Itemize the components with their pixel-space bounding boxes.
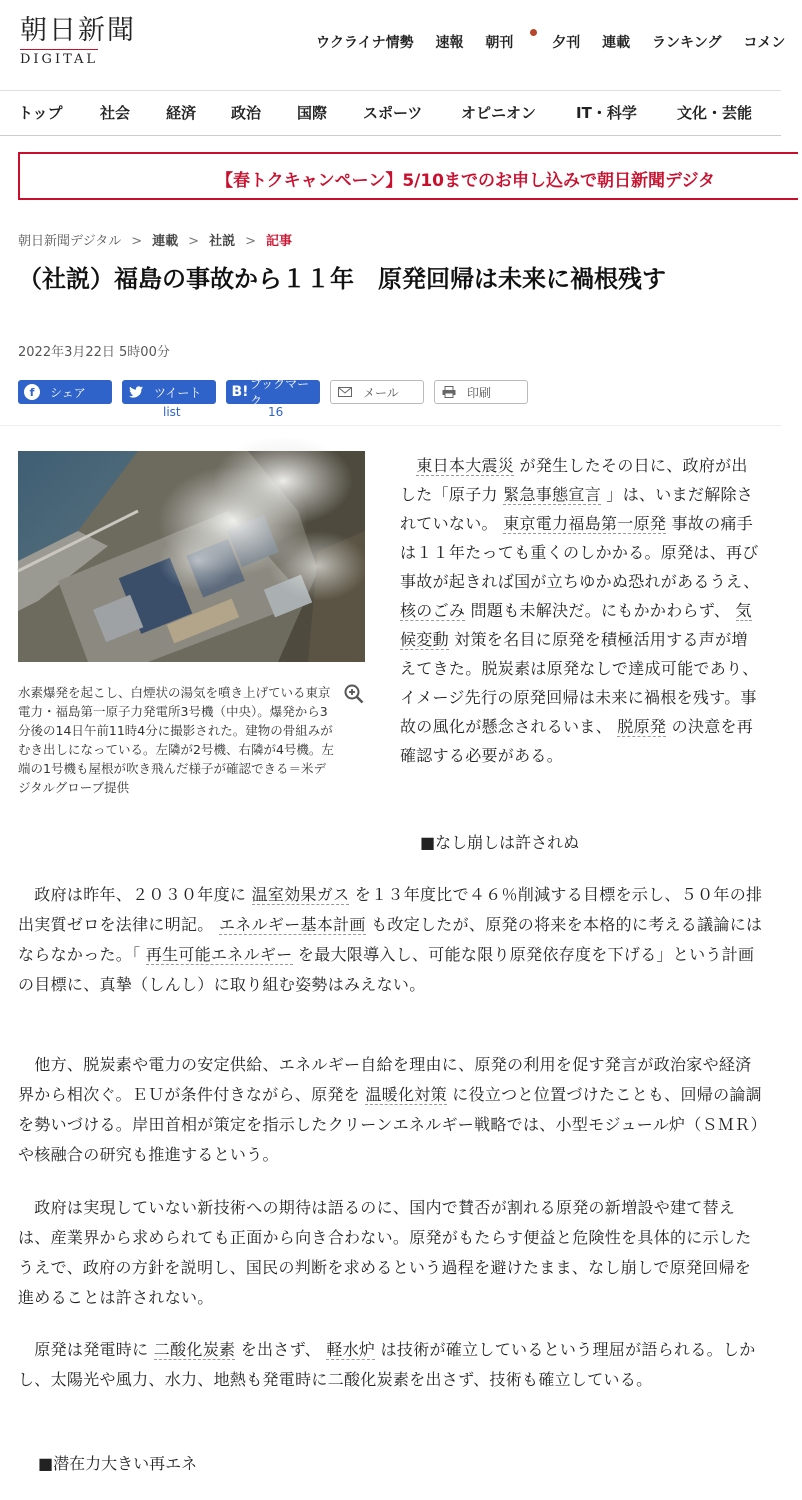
keyword-link-climate-change[interactable]: 気候変動 bbox=[400, 601, 752, 649]
category-sports[interactable]: スポーツ bbox=[363, 104, 423, 122]
subheading-1: ■なし崩しは許されぬ bbox=[420, 833, 580, 852]
facebook-share-label: シェア bbox=[50, 385, 86, 400]
keyword-link-emergency[interactable]: 緊急事態宣言 bbox=[503, 485, 602, 504]
category-top[interactable]: トップ bbox=[18, 104, 63, 122]
divider bbox=[0, 425, 781, 426]
hatena-bookmark-label: ブックマーク bbox=[250, 377, 310, 408]
campaign-banner[interactable] bbox=[18, 152, 798, 200]
article-paragraph-2 bbox=[18, 880, 763, 1000]
top-nav-ranking[interactable]: ランキング bbox=[651, 35, 722, 51]
top-nav-breaking[interactable]: 速報 bbox=[435, 35, 464, 51]
text-span: は技術が確立しているという理屈が語られる。しかし、太陽光や風力、水力、地熱も発電時に二酸化炭素を出さず、技術も確立している。 bbox=[18, 1340, 756, 1389]
hatena-count[interactable]: 16 bbox=[268, 405, 284, 419]
text-span: の決意を再確認する必要がある。 bbox=[400, 717, 754, 765]
top-nav-morning[interactable] bbox=[485, 35, 530, 51]
keyword-link-warming-measures[interactable]: 温暖化対策 bbox=[365, 1085, 447, 1104]
category-politics[interactable]: 政治 bbox=[231, 104, 262, 122]
print-button[interactable] bbox=[434, 380, 528, 404]
article-paragraph-5 bbox=[18, 1335, 763, 1395]
top-nav-series[interactable]: 連載 bbox=[602, 35, 631, 51]
twitter-share-label: ツイート bbox=[154, 385, 202, 400]
category-opinion[interactable]: オピニオン bbox=[461, 104, 537, 122]
article-photo[interactable] bbox=[18, 451, 365, 662]
article-paragraph-3 bbox=[18, 1050, 763, 1170]
twitter-count[interactable]: list bbox=[163, 405, 181, 419]
subheading-2: ■潜在力大きい再エネ bbox=[38, 1454, 198, 1473]
category-culture[interactable]: 文化・芸能 bbox=[677, 104, 753, 122]
breadcrumb-current: 記事 bbox=[265, 234, 292, 249]
keyword-link-denuclearization[interactable]: 脱原発 bbox=[617, 717, 667, 736]
text-span: 事故の痛手は１１年たっても重くのしかかる。原発は、再び事故が起きれば国が立ちゆかぬ恐れがあるうえ、 bbox=[400, 514, 760, 591]
zoom-icon[interactable] bbox=[344, 684, 364, 704]
campaign-banner-text: 【春トクキャンペーン】5/10までのお申し込みで朝日新聞デジタ bbox=[216, 171, 715, 191]
text-span: を最大限導入し、可能な限り原発依存度を下げる」という計画の目標に、真摯（しんし）に取り組む姿勢はみえない。 bbox=[18, 945, 755, 994]
category-society[interactable]: 社会 bbox=[100, 104, 131, 122]
hatena-b-icon: B! bbox=[231, 384, 249, 400]
twitter-share-button[interactable] bbox=[122, 380, 216, 404]
mail-share-button[interactable] bbox=[330, 380, 424, 404]
top-nav-ukraine[interactable]: ウクライナ情勢 bbox=[316, 35, 414, 51]
text-span: 対策を名目に原発を積極活用する声が増えてきた。脱炭素は原発なしで達成可能であり、イメージ先行の原発回帰は未来に禍根を残す。事故の風化が懸念されるいま、 bbox=[400, 630, 759, 736]
facebook-icon: f bbox=[24, 384, 40, 400]
text-span: を１３年度比で４６％削減する目標を示し、５０年の排出実質ゼロを法律に明記。 bbox=[18, 885, 763, 934]
keyword-link-energy-plan[interactable]: エネルギー基本計画 bbox=[219, 915, 366, 934]
top-nav bbox=[316, 32, 802, 52]
article-title: （社説）福島の事故から１１年 原発回帰は未来に禍根残す bbox=[18, 265, 666, 293]
text-span: も改定したが、原発の将来を本格的に考える議論にはならなかった。「 bbox=[18, 915, 763, 964]
keyword-link-co2[interactable]: 二酸化炭素 bbox=[153, 1340, 236, 1359]
chevron-right-icon: > bbox=[131, 234, 143, 249]
paragraph-indent bbox=[400, 456, 416, 475]
mail-icon bbox=[337, 384, 353, 400]
aerial-reactor-image bbox=[18, 451, 365, 662]
article-paragraph-4: 政府は実現していない新技術への期待は語るのに、国内で賛否が割れる原発の新増設や建て替えは、産業界から求められても正面から向き合わない。原発がもたらす便益と危険性を具体的に示したうえで、政府の方針を説明し、国民の判断を求めるという過程を避けたまま、なし崩しで原発回帰を進めることは許されない。 bbox=[18, 1198, 752, 1307]
category-international[interactable]: 国際 bbox=[297, 104, 328, 122]
mail-share-label: メール bbox=[363, 385, 399, 400]
top-nav-comment[interactable]: コメン bbox=[743, 35, 786, 51]
text-span: 原発は発電時に bbox=[18, 1340, 149, 1359]
chevron-right-icon: > bbox=[188, 234, 200, 249]
new-indicator-dot bbox=[530, 29, 537, 36]
text-span: 問題も未解決だ。にもかかわらず、 bbox=[470, 601, 731, 620]
category-it-science[interactable]: IT・科学 bbox=[576, 104, 637, 122]
category-nav bbox=[0, 90, 781, 136]
article-paragraph-1 bbox=[400, 451, 760, 770]
breadcrumb-series[interactable]: 連載 bbox=[152, 234, 179, 249]
keyword-link-fukushima[interactable]: 東京電力福島第一原発 bbox=[503, 514, 667, 533]
top-nav-morning-label: 朝刊 bbox=[485, 35, 514, 51]
logo-text: 朝日新聞 bbox=[20, 15, 136, 46]
keyword-link-light-water-reactor[interactable]: 軽水炉 bbox=[326, 1340, 376, 1359]
text-span: 他方、脱炭素や電力の安定供給、エネルギー自給を理由に、原発の利用を促す発言が政治家や経済界から相次ぐ。ＥＵが条件付きながら、原発を bbox=[18, 1055, 752, 1104]
keyword-link-greenhouse-gas[interactable]: 温室効果ガス bbox=[251, 885, 350, 904]
printer-icon bbox=[441, 384, 457, 400]
text-span: に役立つと位置づけたことも、回帰の論調を勢いづける。岸田首相が策定を指示したクリーンエネルギー戦略では、小型モジュール炉（ＳＭＲ）や核融合の研究も推進するという。 bbox=[18, 1085, 762, 1164]
text-span: を出さず、 bbox=[240, 1340, 321, 1359]
text-span: 政府は昨年、２０３０年度に bbox=[18, 885, 247, 904]
breadcrumb-editorial[interactable]: 社説 bbox=[209, 234, 236, 249]
logo-sub: DIGITAL bbox=[20, 49, 98, 67]
top-nav-evening[interactable]: 夕刊 bbox=[552, 35, 581, 51]
chevron-right-icon: > bbox=[245, 234, 256, 249]
keyword-link-earthquake[interactable]: 東日本大震災 bbox=[416, 456, 515, 475]
text-span: が発生したその日に、政府が出した「原子力 bbox=[400, 456, 748, 504]
keyword-link-nuclear-waste[interactable]: 核のごみ bbox=[400, 601, 466, 620]
breadcrumb-home[interactable]: 朝日新聞デジタル bbox=[18, 234, 122, 249]
text-span: 」は、いまだ解除されていない。 bbox=[400, 485, 754, 533]
twitter-bird-icon bbox=[128, 384, 144, 400]
keyword-link-renewable[interactable]: 再生可能エネルギー bbox=[145, 945, 293, 964]
hatena-bookmark-button[interactable] bbox=[226, 377, 320, 408]
article-date: 2022年3月22日 5時00分 bbox=[18, 345, 170, 360]
facebook-share-button[interactable] bbox=[18, 380, 112, 404]
category-economy[interactable]: 経済 bbox=[166, 104, 197, 122]
print-label: 印刷 bbox=[467, 385, 492, 400]
breadcrumb bbox=[18, 230, 292, 249]
site-logo[interactable] bbox=[20, 14, 170, 70]
photo-caption: 水素爆発を起こし、白煙状の湯気を噴き上げている東京電力・福島第一原子力発電所3号機（中央）。爆発から3分後の14日午前11時4分に撮影された。建物の骨組みがむき出しになっている。左隣が2号機、右隣が4号機。左端の1号機も屋根が吹き飛んだ様子が確認できる＝米デジタルグローブ提供 bbox=[18, 685, 334, 795]
